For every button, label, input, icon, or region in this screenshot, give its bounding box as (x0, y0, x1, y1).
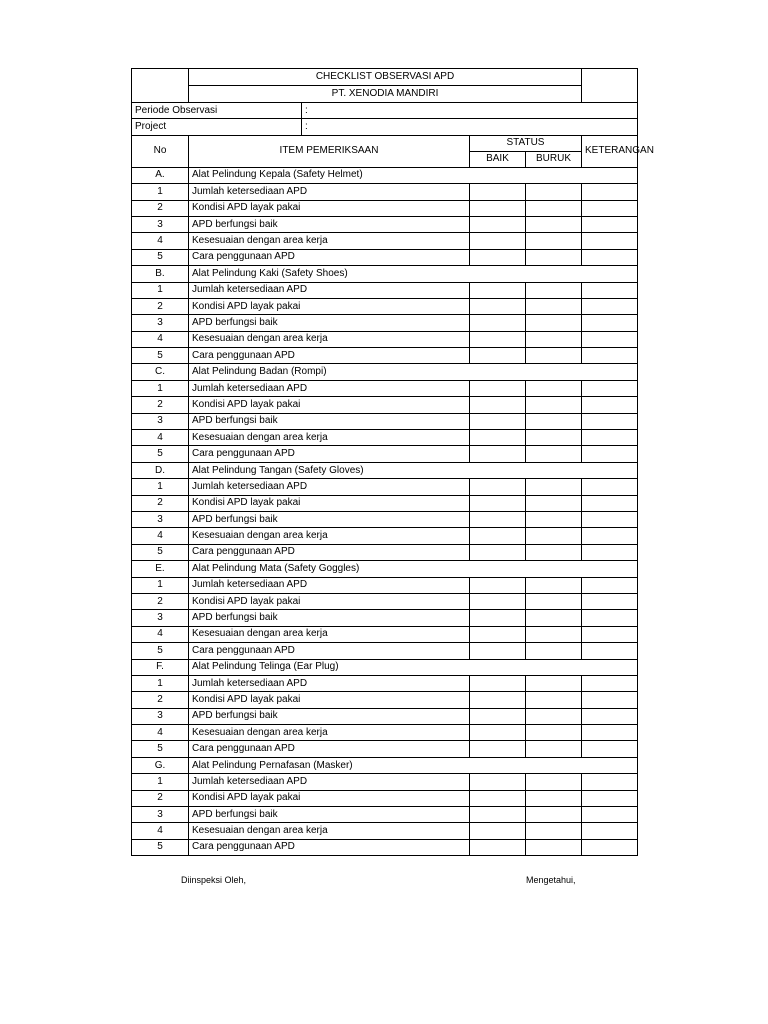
checklist-item-row (132, 643, 638, 659)
baik-cell[interactable] (470, 380, 526, 396)
baik-cell[interactable] (470, 626, 526, 642)
buruk-cell[interactable] (526, 774, 582, 790)
item-text: APD berfungsi baik (189, 413, 470, 429)
item-number: 1 (132, 479, 189, 495)
item-number: 1 (132, 184, 189, 200)
col-header-baik: BAIK (470, 151, 526, 167)
checklist-item-row (132, 675, 638, 691)
item-number: 5 (132, 741, 189, 757)
item-number: 5 (132, 249, 189, 265)
item-text: Kesesuaian dengan area kerja (189, 233, 470, 249)
item-number: 3 (132, 315, 189, 331)
project-value-field[interactable] (302, 119, 638, 135)
buruk-cell[interactable] (526, 282, 582, 298)
checklist-item-row (132, 807, 638, 823)
section-title: Alat Pelindung Telinga (Ear Plug) (189, 659, 638, 675)
buruk-cell[interactable] (526, 528, 582, 544)
buruk-cell[interactable] (526, 233, 582, 249)
keterangan-cell[interactable] (582, 774, 638, 790)
baik-cell[interactable] (470, 741, 526, 757)
buruk-cell[interactable] (526, 348, 582, 364)
baik-cell[interactable] (470, 823, 526, 839)
item-number: 4 (132, 725, 189, 741)
buruk-cell[interactable] (526, 184, 582, 200)
baik-cell[interactable] (470, 675, 526, 691)
baik-cell[interactable] (470, 708, 526, 724)
section-row (132, 757, 638, 773)
item-number: 5 (132, 544, 189, 560)
baik-cell[interactable] (470, 593, 526, 609)
baik-cell[interactable] (470, 331, 526, 347)
section-code: E. (132, 561, 189, 577)
checklist-sheet (131, 68, 654, 856)
baik-cell[interactable] (470, 692, 526, 708)
baik-cell[interactable] (470, 725, 526, 741)
item-text: Kesesuaian dengan area kerja (189, 626, 470, 642)
buruk-cell[interactable] (526, 298, 582, 314)
buruk-cell[interactable] (526, 544, 582, 560)
document-title: CHECKLIST OBSERVASI APD (189, 69, 581, 86)
buruk-cell[interactable] (526, 200, 582, 216)
checklist-item-row (132, 593, 638, 609)
baik-cell[interactable] (470, 446, 526, 462)
checklist-item-row (132, 610, 638, 626)
baik-cell[interactable] (470, 184, 526, 200)
buruk-cell[interactable] (526, 675, 582, 691)
col-header-item: ITEM PEMERIKSAAN (189, 135, 470, 167)
baik-cell[interactable] (470, 528, 526, 544)
checklist-item-row (132, 298, 638, 314)
buruk-cell[interactable] (526, 430, 582, 446)
item-text: Kesesuaian dengan area kerja (189, 430, 470, 446)
item-text: APD berfungsi baik (189, 807, 470, 823)
baik-cell[interactable] (470, 200, 526, 216)
keterangan-cell[interactable] (582, 430, 638, 446)
keterangan-cell[interactable] (582, 544, 638, 560)
item-number: 1 (132, 675, 189, 691)
keterangan-cell[interactable] (582, 610, 638, 626)
section-code: B. (132, 266, 189, 282)
col-header-keterangan: KETERANGAN (582, 135, 638, 167)
keterangan-cell[interactable] (582, 643, 638, 659)
keterangan-cell[interactable] (582, 577, 638, 593)
item-text: APD berfungsi baik (189, 610, 470, 626)
checklist-item-row (132, 741, 638, 757)
buruk-cell[interactable] (526, 315, 582, 331)
checklist-item-row (132, 692, 638, 708)
checklist-item-row (132, 216, 638, 232)
keterangan-cell[interactable] (582, 692, 638, 708)
checklist-item-row (132, 233, 638, 249)
keterangan-cell[interactable] (582, 380, 638, 396)
section-row (132, 659, 638, 675)
item-number: 2 (132, 200, 189, 216)
item-text: Kesesuaian dengan area kerja (189, 528, 470, 544)
checklist-item-row (132, 331, 638, 347)
keterangan-cell[interactable] (582, 725, 638, 741)
buruk-cell[interactable] (526, 626, 582, 642)
item-text: Cara penggunaan APD (189, 839, 470, 855)
item-text: Cara penggunaan APD (189, 643, 470, 659)
buruk-cell[interactable] (526, 790, 582, 806)
acknowledged-label: Mengetahui, (526, 875, 576, 885)
baik-cell[interactable] (470, 348, 526, 364)
item-text: Cara penggunaan APD (189, 348, 470, 364)
section-row (132, 561, 638, 577)
buruk-cell[interactable] (526, 577, 582, 593)
col-header-no: No (132, 135, 189, 167)
col-header-buruk: BURUK (526, 151, 582, 167)
item-number: 3 (132, 610, 189, 626)
item-number: 1 (132, 282, 189, 298)
item-text: Kondisi APD layak pakai (189, 495, 470, 511)
checklist-item-row (132, 446, 638, 462)
keterangan-cell[interactable] (582, 823, 638, 839)
checklist-item-row (132, 790, 638, 806)
buruk-cell[interactable] (526, 413, 582, 429)
checklist-item-row (132, 200, 638, 216)
keterangan-cell[interactable] (582, 233, 638, 249)
baik-cell[interactable] (470, 298, 526, 314)
keterangan-cell[interactable] (582, 200, 638, 216)
keterangan-cell[interactable] (582, 593, 638, 609)
title-block (189, 69, 582, 103)
item-text: Kesesuaian dengan area kerja (189, 331, 470, 347)
item-text: Jumlah ketersediaan APD (189, 380, 470, 396)
checklist-item-row (132, 348, 638, 364)
baik-cell[interactable] (470, 839, 526, 855)
keterangan-cell[interactable] (582, 216, 638, 232)
checklist-item-row (132, 577, 638, 593)
company-name: PT. XENODIA MANDIRI (331, 88, 439, 99)
buruk-cell[interactable] (526, 807, 582, 823)
baik-cell[interactable] (470, 249, 526, 265)
section-code: F. (132, 659, 189, 675)
item-number: 1 (132, 774, 189, 790)
baik-cell[interactable] (470, 315, 526, 331)
project-colon: : (305, 121, 308, 133)
baik-cell[interactable] (470, 774, 526, 790)
col-header-status: STATUS (470, 135, 582, 151)
item-text: Kesesuaian dengan area kerja (189, 725, 470, 741)
keterangan-cell[interactable] (582, 282, 638, 298)
buruk-cell[interactable] (526, 249, 582, 265)
item-text: Cara penggunaan APD (189, 249, 470, 265)
checklist-item-row (132, 839, 638, 855)
checklist-item-row (132, 823, 638, 839)
item-number: 4 (132, 331, 189, 347)
keterangan-cell[interactable] (582, 807, 638, 823)
keterangan-cell[interactable] (582, 741, 638, 757)
buruk-cell[interactable] (526, 495, 582, 511)
buruk-cell[interactable] (526, 446, 582, 462)
item-number: 5 (132, 348, 189, 364)
item-number: 2 (132, 593, 189, 609)
item-number: 5 (132, 446, 189, 462)
item-text: APD berfungsi baik (189, 708, 470, 724)
item-number: 3 (132, 708, 189, 724)
buruk-cell[interactable] (526, 397, 582, 413)
section-title: Alat Pelindung Mata (Safety Goggles) (189, 561, 638, 577)
periode-label: Periode Observasi (132, 103, 302, 119)
item-text: Jumlah ketersediaan APD (189, 282, 470, 298)
section-row (132, 462, 638, 478)
baik-cell[interactable] (470, 495, 526, 511)
section-title: Alat Pelindung Tangan (Safety Gloves) (189, 462, 638, 478)
baik-cell[interactable] (470, 610, 526, 626)
checklist-item-row (132, 282, 638, 298)
buruk-cell[interactable] (526, 593, 582, 609)
item-number: 2 (132, 397, 189, 413)
item-text: Kondisi APD layak pakai (189, 298, 470, 314)
checklist-item-row (132, 380, 638, 396)
baik-cell[interactable] (470, 511, 526, 527)
buruk-cell[interactable] (526, 741, 582, 757)
keterangan-cell[interactable] (582, 184, 638, 200)
item-number: 3 (132, 413, 189, 429)
keterangan-cell[interactable] (582, 298, 638, 314)
baik-cell[interactable] (470, 807, 526, 823)
periode-colon: : (305, 104, 308, 116)
checklist-item-row (132, 725, 638, 741)
item-number: 4 (132, 430, 189, 446)
buruk-cell[interactable] (526, 708, 582, 724)
item-number: 3 (132, 807, 189, 823)
item-text: Cara penggunaan APD (189, 741, 470, 757)
project-row (132, 119, 638, 135)
item-number: 3 (132, 216, 189, 232)
item-text: Kondisi APD layak pakai (189, 692, 470, 708)
checklist-item-row (132, 708, 638, 724)
baik-cell[interactable] (470, 544, 526, 560)
buruk-cell[interactable] (526, 331, 582, 347)
baik-cell[interactable] (470, 577, 526, 593)
checklist-item-row (132, 626, 638, 642)
baik-cell[interactable] (470, 790, 526, 806)
item-number: 5 (132, 643, 189, 659)
item-number: 4 (132, 823, 189, 839)
buruk-cell[interactable] (526, 511, 582, 527)
section-title: Alat Pelindung Kaki (Safety Shoes) (189, 266, 638, 282)
section-title: Alat Pelindung Badan (Rompi) (189, 364, 638, 380)
item-number: 2 (132, 495, 189, 511)
checklist-item-row (132, 544, 638, 560)
section-title: Alat Pelindung Pernafasan (Masker) (189, 757, 638, 773)
item-text: Kesesuaian dengan area kerja (189, 823, 470, 839)
checklist-item-row (132, 430, 638, 446)
section-code: A. (132, 167, 189, 183)
keterangan-cell[interactable] (582, 511, 638, 527)
buruk-cell[interactable] (526, 692, 582, 708)
baik-cell[interactable] (470, 282, 526, 298)
keterangan-cell[interactable] (582, 528, 638, 544)
keterangan-cell[interactable] (582, 839, 638, 855)
item-text: APD berfungsi baik (189, 315, 470, 331)
item-number: 5 (132, 839, 189, 855)
keterangan-cell[interactable] (582, 675, 638, 691)
buruk-cell[interactable] (526, 823, 582, 839)
keterangan-cell[interactable] (582, 413, 638, 429)
keterangan-cell[interactable] (582, 708, 638, 724)
item-text: Cara penggunaan APD (189, 544, 470, 560)
item-number: 2 (132, 790, 189, 806)
item-number: 2 (132, 692, 189, 708)
item-number: 1 (132, 380, 189, 396)
buruk-cell[interactable] (526, 643, 582, 659)
section-code: C. (132, 364, 189, 380)
baik-cell[interactable] (470, 413, 526, 429)
item-text: APD berfungsi baik (189, 511, 470, 527)
checklist-item-row (132, 774, 638, 790)
section-code: G. (132, 757, 189, 773)
baik-cell[interactable] (470, 430, 526, 446)
buruk-cell[interactable] (526, 479, 582, 495)
title-right-cell (582, 69, 638, 103)
item-text: Jumlah ketersediaan APD (189, 184, 470, 200)
keterangan-cell[interactable] (582, 479, 638, 495)
section-title: Alat Pelindung Kepala (Safety Helmet) (189, 167, 638, 183)
checklist-item-row (132, 315, 638, 331)
keterangan-cell[interactable] (582, 315, 638, 331)
baik-cell[interactable] (470, 479, 526, 495)
checklist-table (131, 68, 654, 856)
checklist-item-row (132, 495, 638, 511)
section-row (132, 364, 638, 380)
item-text: Jumlah ketersediaan APD (189, 675, 470, 691)
item-text: Kondisi APD layak pakai (189, 200, 470, 216)
item-number: 1 (132, 577, 189, 593)
checklist-item-row (132, 413, 638, 429)
section-row (132, 167, 638, 183)
item-text: Jumlah ketersediaan APD (189, 479, 470, 495)
buruk-cell[interactable] (526, 380, 582, 396)
keterangan-cell[interactable] (582, 446, 638, 462)
item-text: Kondisi APD layak pakai (189, 397, 470, 413)
baik-cell[interactable] (470, 233, 526, 249)
item-text: Kondisi APD layak pakai (189, 593, 470, 609)
item-number: 4 (132, 528, 189, 544)
item-number: 4 (132, 626, 189, 642)
checklist-item-row (132, 249, 638, 265)
section-row (132, 266, 638, 282)
item-number: 3 (132, 511, 189, 527)
periode-value-field[interactable] (302, 103, 638, 119)
item-number: 4 (132, 233, 189, 249)
periode-row (132, 103, 638, 119)
column-header-row-1 (132, 135, 638, 151)
keterangan-cell[interactable] (582, 790, 638, 806)
item-text: Jumlah ketersediaan APD (189, 577, 470, 593)
item-text: Jumlah ketersediaan APD (189, 774, 470, 790)
buruk-cell[interactable] (526, 839, 582, 855)
logo-cell (132, 69, 189, 103)
checklist-item-row (132, 184, 638, 200)
keterangan-cell[interactable] (582, 249, 638, 265)
baik-cell[interactable] (470, 397, 526, 413)
checklist-item-row (132, 397, 638, 413)
item-text: APD berfungsi baik (189, 216, 470, 232)
title-row (132, 69, 638, 103)
inspected-by-label: Diinspeksi Oleh, (181, 875, 247, 885)
item-number: 2 (132, 298, 189, 314)
item-text: Cara penggunaan APD (189, 446, 470, 462)
checklist-item-row (132, 511, 638, 527)
checklist-item-row (132, 479, 638, 495)
keterangan-cell[interactable] (582, 626, 638, 642)
section-code: D. (132, 462, 189, 478)
buruk-cell[interactable] (526, 725, 582, 741)
project-label: Project (132, 119, 302, 135)
buruk-cell[interactable] (526, 610, 582, 626)
buruk-cell[interactable] (526, 216, 582, 232)
keterangan-cell[interactable] (582, 348, 638, 364)
keterangan-cell[interactable] (582, 331, 638, 347)
checklist-item-row (132, 528, 638, 544)
item-text: Kondisi APD layak pakai (189, 790, 470, 806)
keterangan-cell[interactable] (582, 397, 638, 413)
baik-cell[interactable] (470, 216, 526, 232)
keterangan-cell[interactable] (582, 495, 638, 511)
baik-cell[interactable] (470, 643, 526, 659)
